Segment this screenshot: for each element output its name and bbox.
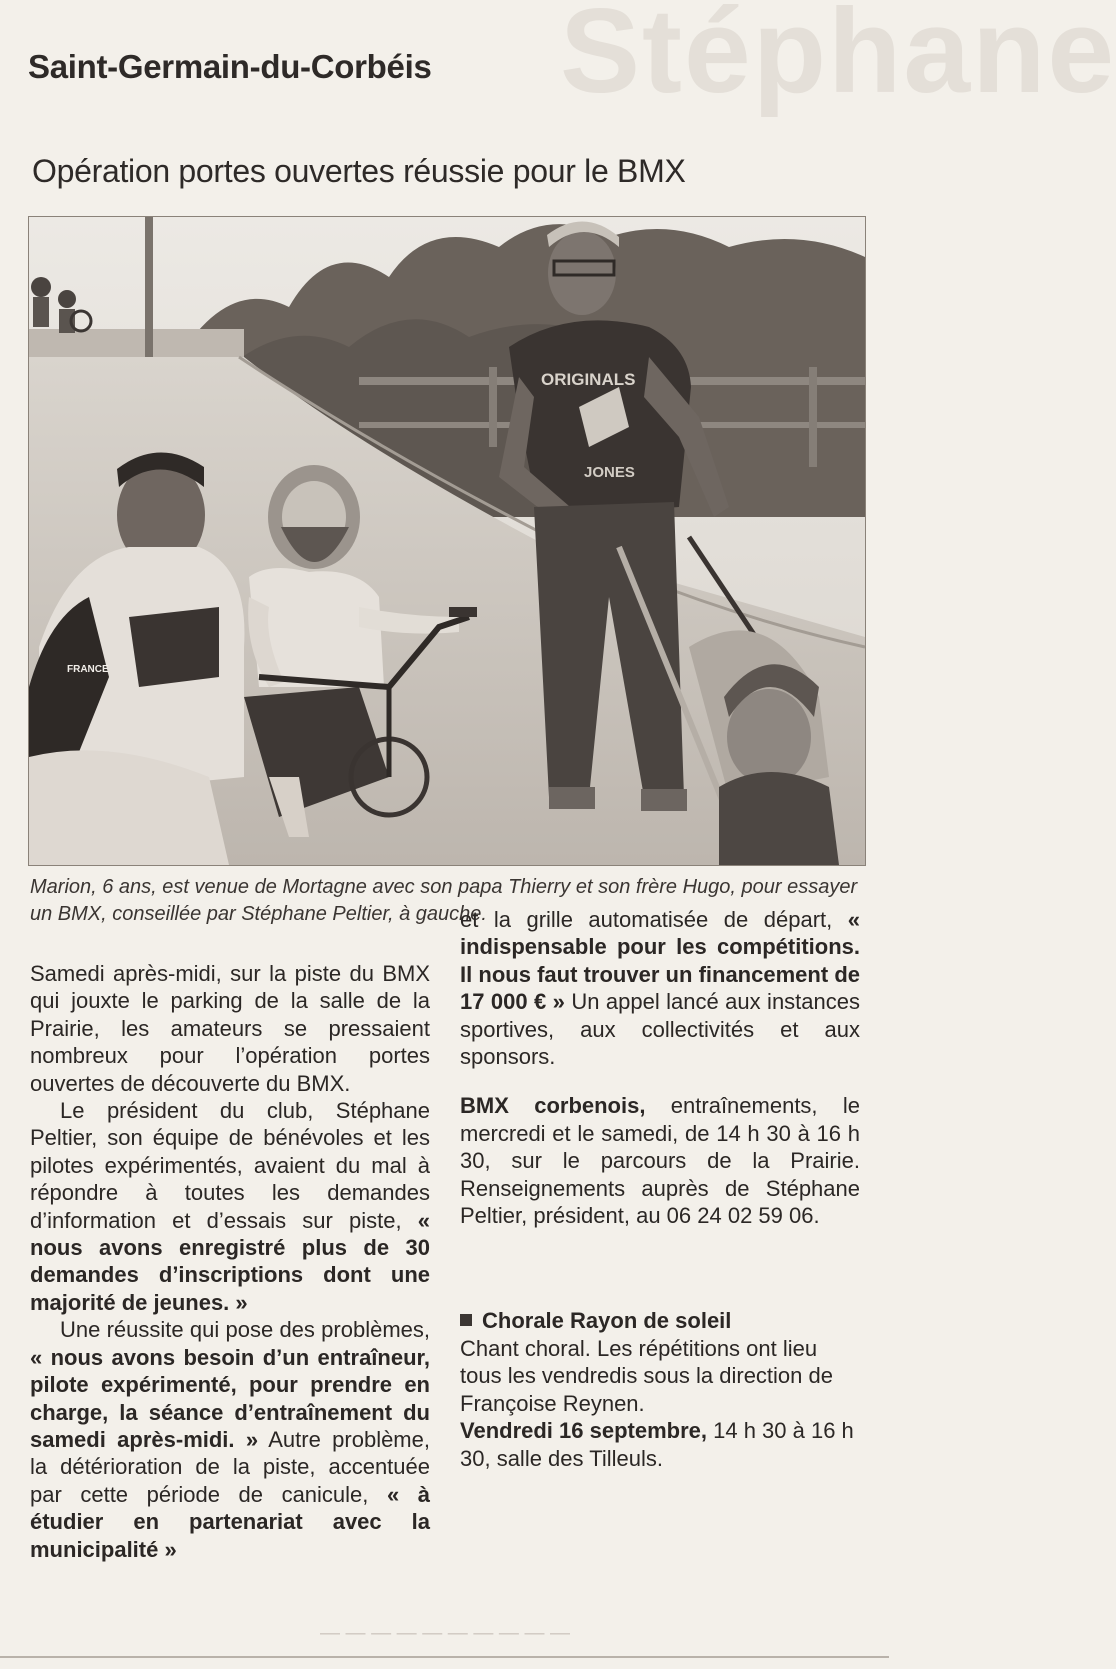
shirt-text-jones: JONES — [584, 464, 635, 481]
paragraph-3-cont: et la grille automatisée de départ, « indispensable pour les compétitions. Il nous faut trouver un financement de 17 000 € » Un appel lancé aux instances sportives, aux collectivités et aux sponsors. — [460, 907, 860, 1070]
club-name: BMX corbenois, — [460, 1093, 646, 1119]
bleed-through-text: Stéphane — [560, 0, 1116, 118]
paragraph-1: Samedi après-midi, sur la piste du BMX qui jouxte le parking de la salle de la Prairie, les amateurs se pressaient nombreux pour l’opération portes ouvertes de découverte du BMX. — [30, 961, 430, 1096]
brief-text: Chant choral. Les répétitions ont lieu tous les vendredis sous la direction de Françoise Reynen. — [460, 1335, 833, 1416]
article-column-left — [30, 960, 430, 1563]
quote-financement: « indispensable pour les compétitions. Il nous faut trouver un financement de 17 000 € » — [460, 907, 860, 1015]
shirt-text-originals: ORIGINALS — [541, 370, 636, 389]
bullet-square-icon — [460, 1314, 472, 1326]
bleed-through-bottom: — — — — — — — — — — — [320, 1622, 571, 1644]
photo-caption: Marion, 6 ans, est venue de Mortagne avec son papa Thierry et son frère Hugo, pour essayer un BMX, conseillée par Stéphane Peltier, à gauche. — [30, 876, 858, 925]
quote-municipalite: « à étudier en partenariat avec la municipalité » — [30, 1481, 430, 1562]
brief-date: Vendredi 16 septembre, 14 h 30 à 16 h 30, salle des Tilleuls. — [460, 1418, 854, 1471]
article-column-right — [460, 906, 860, 1472]
paragraph-2: Le président du club, Stéphane Peltier, son équipe de bénévoles et les pilotes expérimentés, avaient du mal à répondre à toutes les demandes d’information et d’essais sur piste, « nous avons enregistré plus de 30 demandes d’inscriptions dont une majorité de jeunes. » — [30, 1098, 430, 1315]
club-info: BMX corbenois, entraînements, le mercredi et le samedi, de 14 h 30 à 16 h 30, sur le parcours de la Prairie. Renseignements auprès de Stéphane Peltier, président, au 06 24 02 59 06. — [460, 1093, 860, 1229]
town-heading: Saint-Germain-du-Corbéis — [28, 48, 432, 85]
paragraph-3: Une réussite qui pose des problèmes, « nous avons besoin d’un entraîneur, pilote expérimenté, pour prendre en charge, la séance d’entraînement du samedi après-midi. » Autre problème, la détérioration de la piste, accentuée par cette période de canicule, « à étudier en partenariat avec la municipalité » — [30, 1317, 430, 1562]
quote-inscriptions: « nous avons enregistré plus de 30 demandes d’inscriptions dont une majorité de jeunes. » — [30, 1207, 430, 1315]
article-photo — [28, 216, 866, 866]
jersey-label: FRANCE — [67, 664, 109, 675]
quote-entraineur: « nous avons besoin d’un entraîneur, pilote expérimenté, pour prendre en charge, la séance d’entraînement du samedi après-midi. » — [30, 1344, 430, 1452]
page-bottom-rule — [0, 1656, 889, 1658]
article-headline: Opération portes ouvertes réussie pour le BMX — [32, 153, 686, 189]
brief-title: Chorale Rayon de soleil — [460, 1307, 860, 1334]
